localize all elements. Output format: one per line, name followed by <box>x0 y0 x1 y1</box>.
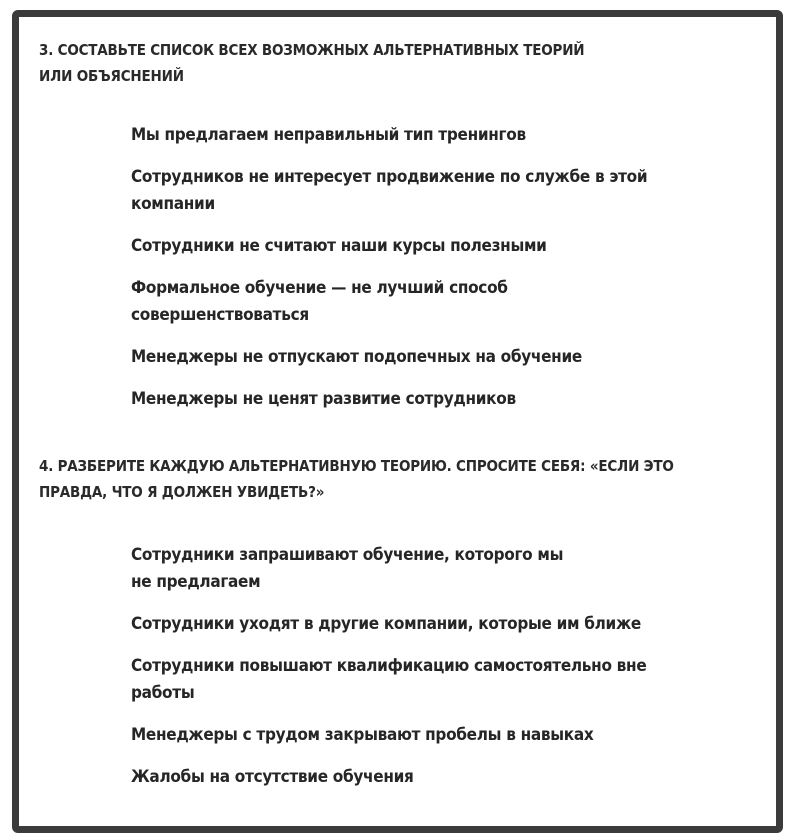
section-3-heading: 3. СОСТАВЬТЕ СПИСОК ВСЕХ ВОЗМОЖНЫХ АЛЬТЕРНАТИВНЫХ ТЕОРИЙ ИЛИ ОБЪЯСНЕНИЙ <box>39 41 585 85</box>
list-item: Мы предлагаем неправильный тип тренингов <box>131 125 526 145</box>
list-item: Сотрудники запрашивают обучение, которого мы не предлагаем <box>131 545 564 592</box>
list-item: Сотрудников не интересует продвижение по службе в этой компании <box>131 167 648 214</box>
section-4-list <box>131 542 691 806</box>
list-item: Сотрудники уходят в другие компании, которые им ближе <box>131 614 641 634</box>
section-4-heading: 4. РАЗБЕРИТЕ КАЖДУЮ АЛЬТЕРНАТИВНУЮ ТЕОРИЮ. СПРОСИТЕ СЕБЯ: «ЕСЛИ ЭТО ПРАВДА, ЧТО Я ДОЛЖЕН УВИДЕТЬ?» <box>39 457 674 501</box>
list-item: Сотрудники повышают квалификацию самостоятельно вне работы <box>131 656 647 703</box>
list-item: Жалобы на отсутствие обучения <box>131 767 414 787</box>
list-item: Сотрудники не считают наши курсы полезными <box>131 236 547 256</box>
list-item: Менеджеры с трудом закрывают пробелы в навыках <box>131 725 594 745</box>
section-3-list <box>131 122 691 428</box>
list-item: Менеджеры не ценят развитие сотрудников <box>131 389 516 409</box>
list-item: Менеджеры не отпускают подопечных на обучение <box>131 347 582 367</box>
page-frame <box>12 10 783 833</box>
list-item: Формальное обучение — не лучший способ совершенствоваться <box>131 278 508 325</box>
